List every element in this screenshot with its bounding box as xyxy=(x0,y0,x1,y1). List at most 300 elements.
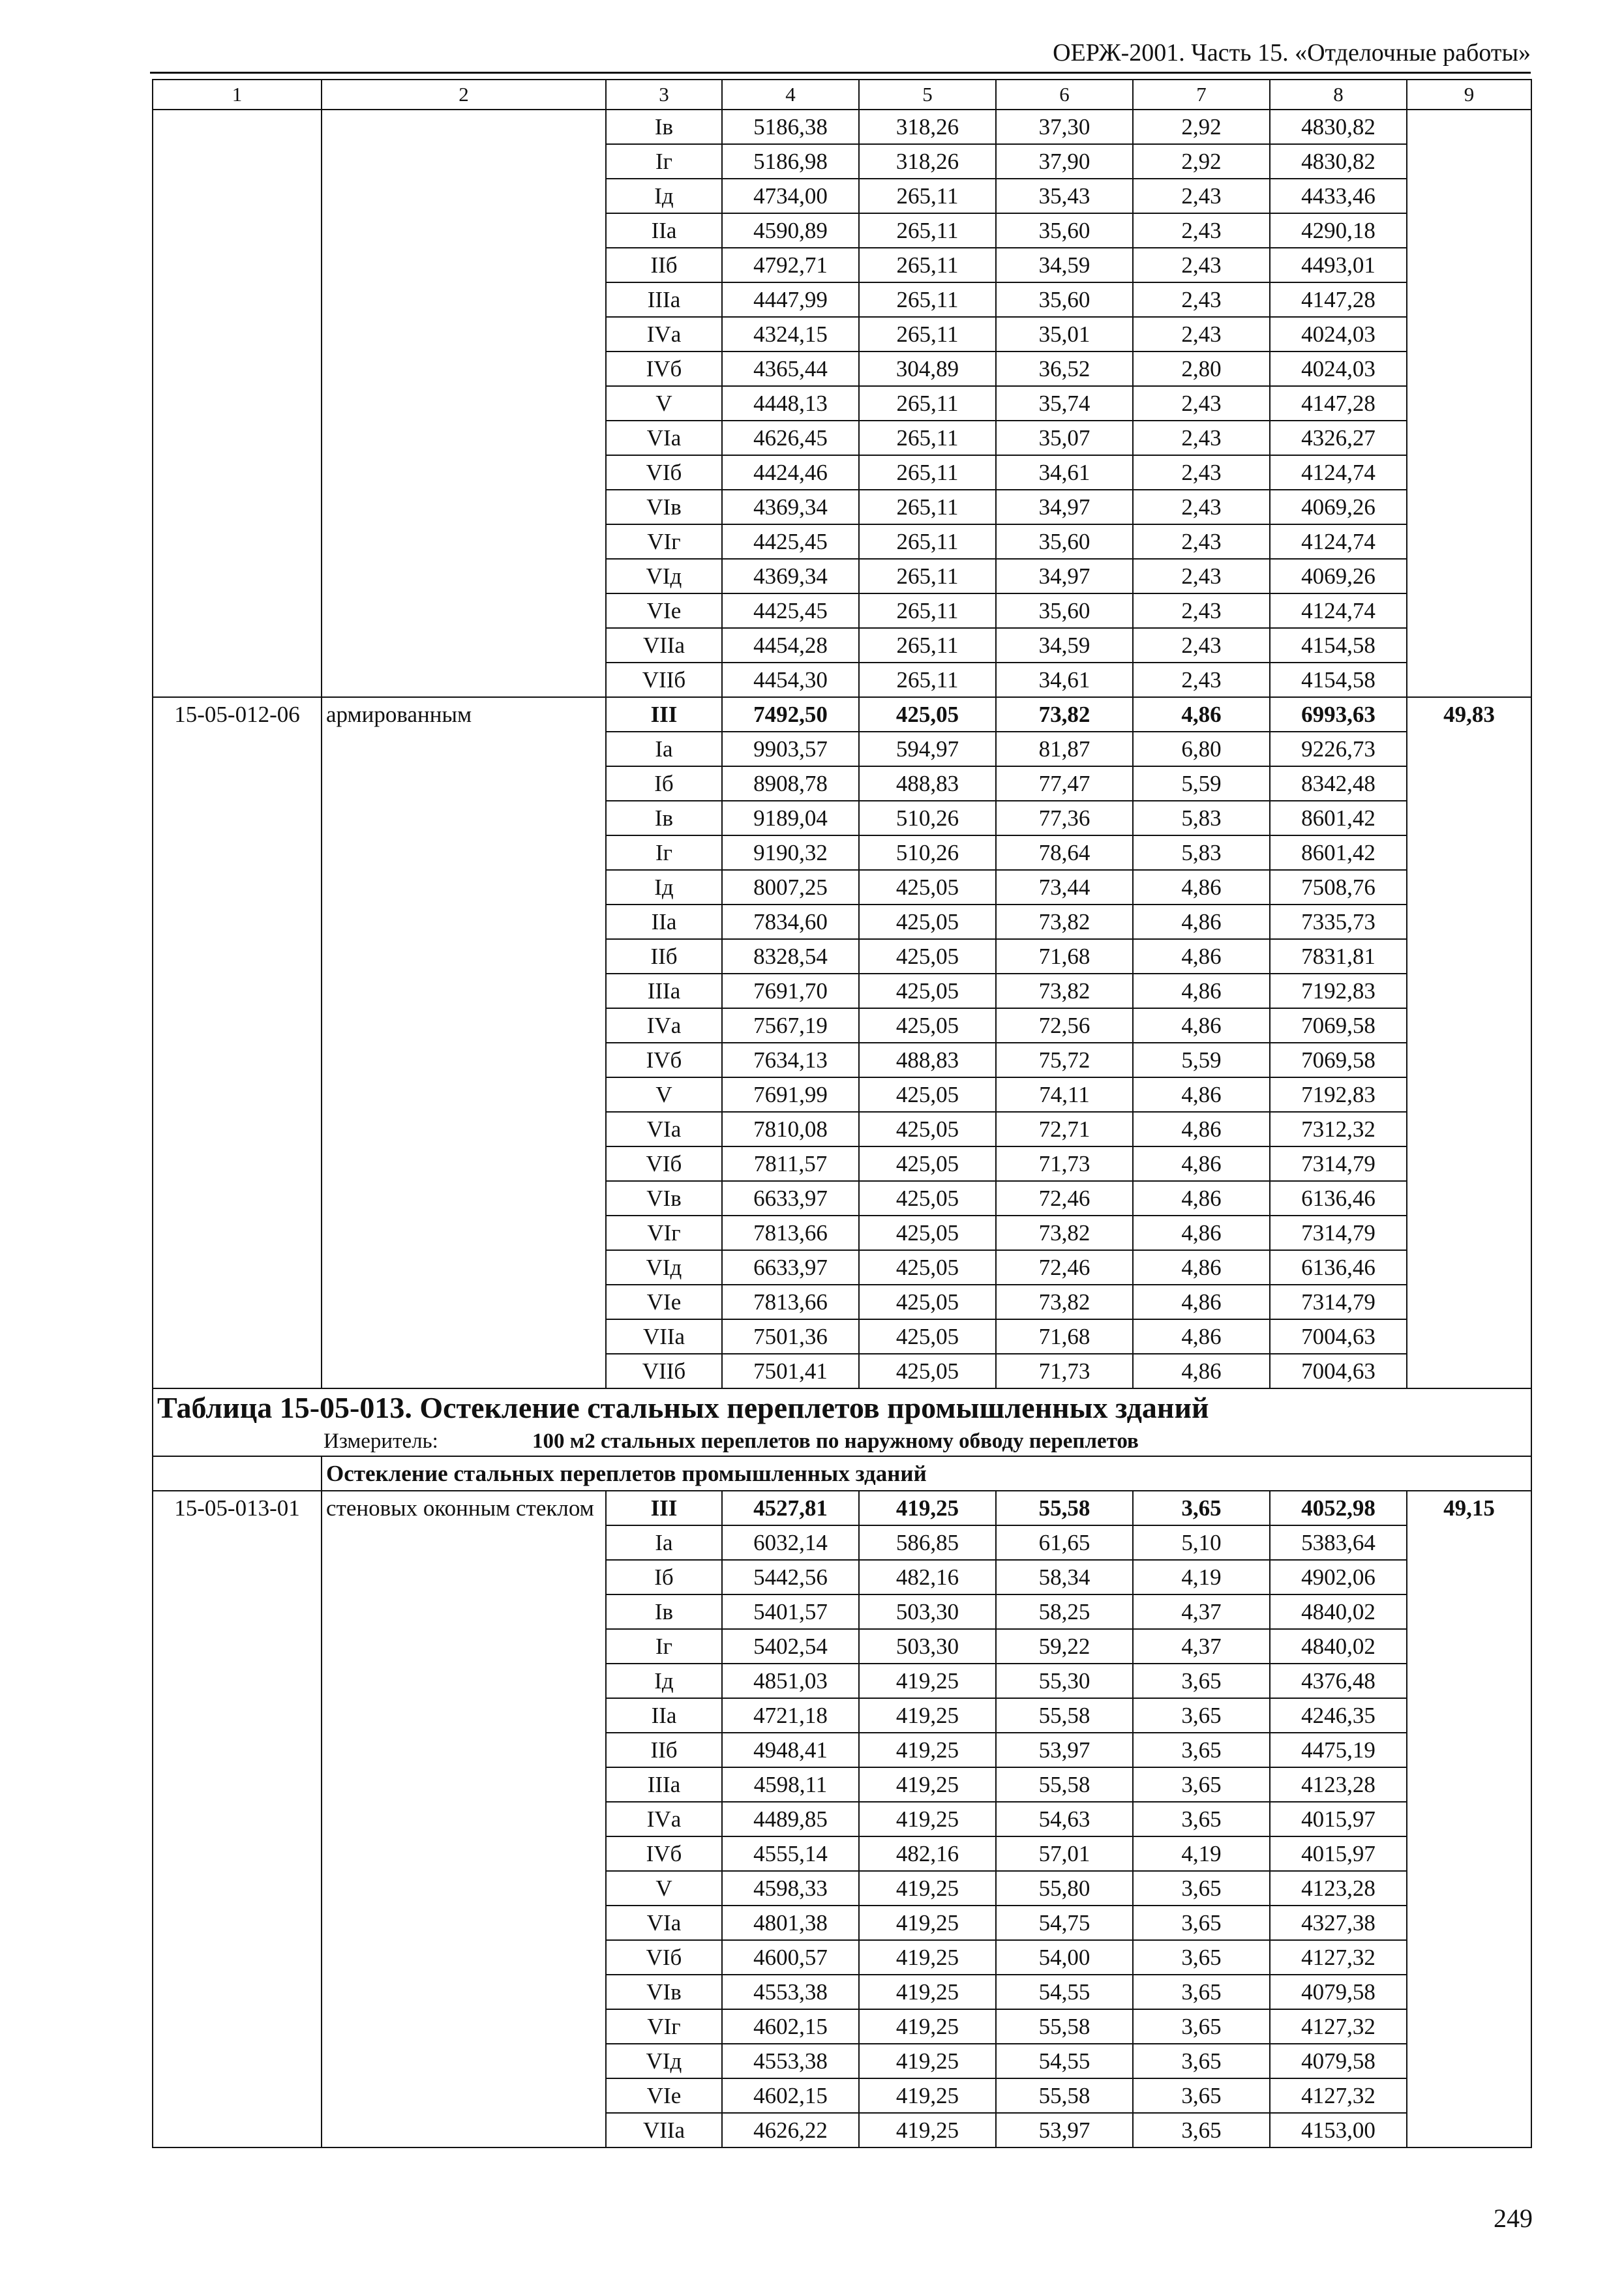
value-cell: 7192,83 xyxy=(1270,974,1407,1008)
value-cell: 4851,03 xyxy=(722,1664,859,1698)
zone-cell: VIв xyxy=(606,490,722,524)
table-row xyxy=(153,1491,1531,1525)
zone-cell: VIб xyxy=(606,1940,722,1975)
value-cell: 503,30 xyxy=(859,1629,996,1664)
value-cell: 4493,01 xyxy=(1270,248,1407,282)
value-cell: 54,00 xyxy=(996,1940,1133,1975)
value-cell: 34,97 xyxy=(996,490,1133,524)
value-cell: 4,86 xyxy=(1133,1008,1270,1043)
value-cell: 6633,97 xyxy=(722,1250,859,1285)
value-cell: 37,90 xyxy=(996,144,1133,179)
zone-cell: VIIб xyxy=(606,663,722,697)
value-cell: 265,11 xyxy=(859,179,996,213)
value-cell: 58,25 xyxy=(996,1594,1133,1629)
value-cell: 7501,41 xyxy=(722,1354,859,1388)
value-cell: 4326,27 xyxy=(1270,421,1407,455)
value-cell: 9226,73 xyxy=(1270,732,1407,766)
section-title: Остекление стальных переплетов промышленных зданий xyxy=(322,1456,1531,1491)
value-cell: 4598,11 xyxy=(722,1767,859,1802)
value-cell: 488,83 xyxy=(859,1043,996,1077)
item-name xyxy=(322,110,606,697)
value-cell: 419,25 xyxy=(859,1733,996,1767)
value-cell: 4,86 xyxy=(1133,1146,1270,1181)
value-cell: 510,26 xyxy=(859,835,996,870)
value-cell: 4489,85 xyxy=(722,1802,859,1836)
zone-cell: Iб xyxy=(606,766,722,801)
value-cell: 5,83 xyxy=(1133,835,1270,870)
value-cell: 425,05 xyxy=(859,1216,996,1250)
column-number-row xyxy=(153,80,1531,110)
value-cell: 34,59 xyxy=(996,628,1133,663)
value-cell: 265,11 xyxy=(859,421,996,455)
item-code xyxy=(153,110,322,697)
value-cell: 35,60 xyxy=(996,524,1133,559)
column-number: 7 xyxy=(1133,80,1270,110)
zone-cell: Iд xyxy=(606,179,722,213)
value-cell: 72,56 xyxy=(996,1008,1133,1043)
value-cell: 419,25 xyxy=(859,2078,996,2113)
value-cell: 586,85 xyxy=(859,1525,996,1560)
value-cell: 7834,60 xyxy=(722,905,859,939)
zone-cell: IIа xyxy=(606,905,722,939)
value-cell: 5,59 xyxy=(1133,766,1270,801)
value-cell: 265,11 xyxy=(859,559,996,593)
price-table-body xyxy=(153,80,1531,2147)
value-cell: 5,10 xyxy=(1133,1525,1270,1560)
item-name: стеновых оконным стеклом xyxy=(322,1491,606,2147)
value-cell: 4830,82 xyxy=(1270,144,1407,179)
value-cell: 4555,14 xyxy=(722,1836,859,1871)
value-cell: 4590,89 xyxy=(722,213,859,248)
zone-cell: IIб xyxy=(606,248,722,282)
value-cell: 9903,57 xyxy=(722,732,859,766)
value-cell: 4,86 xyxy=(1133,1354,1270,1388)
value-cell: 34,97 xyxy=(996,559,1133,593)
table-row xyxy=(153,697,1531,732)
value-cell: 7004,63 xyxy=(1270,1354,1407,1388)
value-cell: 71,73 xyxy=(996,1354,1133,1388)
value-cell: 419,25 xyxy=(859,1871,996,1906)
zone-cell: VIа xyxy=(606,1112,722,1146)
value-cell: 419,25 xyxy=(859,2113,996,2147)
value-cell: 510,26 xyxy=(859,801,996,835)
table-title: Таблица 15-05-013. Остекление стальных переплетов промышленных зданий xyxy=(157,1391,1209,1424)
value-cell: 6136,46 xyxy=(1270,1250,1407,1285)
value-cell: 2,43 xyxy=(1133,213,1270,248)
zone-cell: VIд xyxy=(606,1250,722,1285)
zone-cell: IVб xyxy=(606,1836,722,1871)
value-cell: 318,26 xyxy=(859,110,996,144)
value-cell: 4124,74 xyxy=(1270,593,1407,628)
zone-cell: VIб xyxy=(606,455,722,490)
value-cell: 482,16 xyxy=(859,1560,996,1594)
value-cell: 4,86 xyxy=(1133,1216,1270,1250)
value-cell: 5402,54 xyxy=(722,1629,859,1664)
value-cell: 419,25 xyxy=(859,1491,996,1525)
value-cell: 4948,41 xyxy=(722,1733,859,1767)
value-cell: 419,25 xyxy=(859,1698,996,1733)
value-cell: 4527,81 xyxy=(722,1491,859,1525)
value-cell: 74,11 xyxy=(996,1077,1133,1112)
value-cell: 34,61 xyxy=(996,663,1133,697)
value-cell: 35,60 xyxy=(996,593,1133,628)
value-cell: 4830,82 xyxy=(1270,110,1407,144)
value-cell: 419,25 xyxy=(859,1767,996,1802)
value-cell: 8007,25 xyxy=(722,870,859,905)
value-cell: 265,11 xyxy=(859,213,996,248)
value-cell: 4147,28 xyxy=(1270,282,1407,317)
value-cell: 265,11 xyxy=(859,317,996,352)
running-header: ОЕРЖ-2001. Часть 15. «Отделочные работы» xyxy=(1053,39,1531,67)
value-cell: 419,25 xyxy=(859,1940,996,1975)
value-cell: 4246,35 xyxy=(1270,1698,1407,1733)
value-cell: 75,72 xyxy=(996,1043,1133,1077)
value-cell: 4069,26 xyxy=(1270,559,1407,593)
value-cell: 8908,78 xyxy=(722,766,859,801)
measure-value: 100 м2 стальных переплетов по наружному обводу переплетов xyxy=(532,1429,1139,1453)
value-cell: 72,46 xyxy=(996,1250,1133,1285)
value-cell: 54,55 xyxy=(996,2044,1133,2078)
zone-cell: IIа xyxy=(606,213,722,248)
value-cell: 3,65 xyxy=(1133,1491,1270,1525)
value-cell: 425,05 xyxy=(859,939,996,974)
value-cell: 7335,73 xyxy=(1270,905,1407,939)
value-cell: 3,65 xyxy=(1133,1871,1270,1906)
table-heading-row xyxy=(153,1388,1531,1456)
value-cell: 35,60 xyxy=(996,213,1133,248)
zone-cell: VIд xyxy=(606,559,722,593)
value-cell: 7069,58 xyxy=(1270,1008,1407,1043)
value-cell: 2,43 xyxy=(1133,663,1270,697)
zone-cell: III xyxy=(606,697,722,732)
column-number: 9 xyxy=(1407,80,1531,110)
value-cell: 7813,66 xyxy=(722,1216,859,1250)
zone-cell: VIIа xyxy=(606,628,722,663)
value-cell: 4553,38 xyxy=(722,1975,859,2009)
value-cell: 425,05 xyxy=(859,1250,996,1285)
value-cell: 4448,13 xyxy=(722,386,859,421)
column-number: 6 xyxy=(996,80,1133,110)
value-cell: 7634,13 xyxy=(722,1043,859,1077)
table-heading xyxy=(153,1388,1531,1456)
value-cell: 304,89 xyxy=(859,352,996,386)
value-cell: 4052,98 xyxy=(1270,1491,1407,1525)
value-cell: 4,19 xyxy=(1133,1560,1270,1594)
value-cell: 503,30 xyxy=(859,1594,996,1629)
value-cell: 3,65 xyxy=(1133,1733,1270,1767)
value-cell: 6633,97 xyxy=(722,1181,859,1216)
value-cell: 2,92 xyxy=(1133,144,1270,179)
value-cell: 4734,00 xyxy=(722,179,859,213)
zone-cell: VIе xyxy=(606,2078,722,2113)
zone-cell: IIб xyxy=(606,1733,722,1767)
value-cell: 4721,18 xyxy=(722,1698,859,1733)
value-cell: 425,05 xyxy=(859,1319,996,1354)
value-cell: 7492,50 xyxy=(722,697,859,732)
value-cell: 55,58 xyxy=(996,2009,1133,2044)
value-cell: 4454,28 xyxy=(722,628,859,663)
header-rule xyxy=(150,72,1531,74)
zone-cell: IVа xyxy=(606,1802,722,1836)
zone-cell: VIг xyxy=(606,1216,722,1250)
value-cell: 61,65 xyxy=(996,1525,1133,1560)
value-cell: 2,43 xyxy=(1133,179,1270,213)
zone-cell: IIIа xyxy=(606,974,722,1008)
value-cell: 73,82 xyxy=(996,974,1133,1008)
value-cell: 4376,48 xyxy=(1270,1664,1407,1698)
value-cell: 73,44 xyxy=(996,870,1133,905)
value-cell: 4127,32 xyxy=(1270,1940,1407,1975)
value-cell: 8601,42 xyxy=(1270,801,1407,835)
zone-cell: V xyxy=(606,1077,722,1112)
zone-cell: Iа xyxy=(606,732,722,766)
value-cell: 4365,44 xyxy=(722,352,859,386)
column-number: 3 xyxy=(606,80,722,110)
value-cell: 425,05 xyxy=(859,1285,996,1319)
value-cell: 4,86 xyxy=(1133,974,1270,1008)
section-spacer xyxy=(153,1456,322,1491)
value-cell: 72,46 xyxy=(996,1181,1133,1216)
value-cell: 419,25 xyxy=(859,1975,996,2009)
item-price xyxy=(1407,110,1531,697)
item-code: 15-05-012-06 xyxy=(153,697,322,1388)
zone-cell: VIIа xyxy=(606,1319,722,1354)
value-cell: 7314,79 xyxy=(1270,1285,1407,1319)
value-cell: 73,82 xyxy=(996,1216,1133,1250)
value-cell: 7811,57 xyxy=(722,1146,859,1181)
value-cell: 2,43 xyxy=(1133,455,1270,490)
value-cell: 4,37 xyxy=(1133,1629,1270,1664)
value-cell: 425,05 xyxy=(859,974,996,1008)
value-cell: 36,52 xyxy=(996,352,1133,386)
table-row xyxy=(153,110,1531,144)
zone-cell: IIIа xyxy=(606,1767,722,1802)
value-cell: 4,19 xyxy=(1133,1836,1270,1871)
value-cell: 78,64 xyxy=(996,835,1133,870)
measure-label: Измеритель: xyxy=(323,1429,438,1453)
value-cell: 4,86 xyxy=(1133,870,1270,905)
value-cell: 71,68 xyxy=(996,939,1133,974)
zone-cell: Iд xyxy=(606,870,722,905)
value-cell: 2,43 xyxy=(1133,282,1270,317)
value-cell: 2,80 xyxy=(1133,352,1270,386)
value-cell: 5,59 xyxy=(1133,1043,1270,1077)
value-cell: 55,58 xyxy=(996,1698,1133,1733)
value-cell: 4123,28 xyxy=(1270,1767,1407,1802)
value-cell: 4,86 xyxy=(1133,1181,1270,1216)
value-cell: 55,30 xyxy=(996,1664,1133,1698)
value-cell: 7312,32 xyxy=(1270,1112,1407,1146)
value-cell: 71,73 xyxy=(996,1146,1133,1181)
column-number: 2 xyxy=(322,80,606,110)
value-cell: 419,25 xyxy=(859,2044,996,2078)
section-row xyxy=(153,1456,1531,1491)
zone-cell: VIIа xyxy=(606,2113,722,2147)
value-cell: 3,65 xyxy=(1133,2078,1270,2113)
zone-cell: VIг xyxy=(606,524,722,559)
zone-cell: VIе xyxy=(606,1285,722,1319)
value-cell: 4290,18 xyxy=(1270,213,1407,248)
value-cell: 3,65 xyxy=(1133,1975,1270,2009)
value-cell: 4,86 xyxy=(1133,1285,1270,1319)
value-cell: 5186,38 xyxy=(722,110,859,144)
value-cell: 54,63 xyxy=(996,1802,1133,1836)
value-cell: 425,05 xyxy=(859,1354,996,1388)
value-cell: 5,83 xyxy=(1133,801,1270,835)
zone-cell: Iг xyxy=(606,144,722,179)
value-cell: 2,43 xyxy=(1133,628,1270,663)
value-cell: 72,71 xyxy=(996,1112,1133,1146)
value-cell: 6136,46 xyxy=(1270,1181,1407,1216)
zone-cell: Iа xyxy=(606,1525,722,1560)
value-cell: 35,07 xyxy=(996,421,1133,455)
value-cell: 4600,57 xyxy=(722,1940,859,1975)
value-cell: 9189,04 xyxy=(722,801,859,835)
value-cell: 4602,15 xyxy=(722,2078,859,2113)
value-cell: 4327,38 xyxy=(1270,1906,1407,1940)
value-cell: 6993,63 xyxy=(1270,697,1407,732)
column-number: 4 xyxy=(722,80,859,110)
value-cell: 4425,45 xyxy=(722,524,859,559)
value-cell: 2,43 xyxy=(1133,386,1270,421)
zone-cell: Iв xyxy=(606,110,722,144)
value-cell: 2,43 xyxy=(1133,593,1270,628)
value-cell: 55,58 xyxy=(996,2078,1133,2113)
value-cell: 3,65 xyxy=(1133,1664,1270,1698)
zone-cell: VIа xyxy=(606,421,722,455)
value-cell: 8342,48 xyxy=(1270,766,1407,801)
value-cell: 4626,22 xyxy=(722,2113,859,2147)
value-cell: 4902,06 xyxy=(1270,1560,1407,1594)
value-cell: 4153,00 xyxy=(1270,2113,1407,2147)
value-cell: 2,43 xyxy=(1133,421,1270,455)
value-cell: 4123,28 xyxy=(1270,1871,1407,1906)
value-cell: 4,86 xyxy=(1133,697,1270,732)
value-cell: 4,37 xyxy=(1133,1594,1270,1629)
value-cell: 3,65 xyxy=(1133,2044,1270,2078)
value-cell: 4553,38 xyxy=(722,2044,859,2078)
zone-cell: V xyxy=(606,1871,722,1906)
value-cell: 425,05 xyxy=(859,870,996,905)
value-cell: 54,75 xyxy=(996,1906,1133,1940)
value-cell: 53,97 xyxy=(996,1733,1133,1767)
value-cell: 594,97 xyxy=(859,732,996,766)
value-cell: 4069,26 xyxy=(1270,490,1407,524)
value-cell: 425,05 xyxy=(859,1008,996,1043)
value-cell: 35,74 xyxy=(996,386,1133,421)
value-cell: 7004,63 xyxy=(1270,1319,1407,1354)
value-cell: 4147,28 xyxy=(1270,386,1407,421)
value-cell: 34,61 xyxy=(996,455,1133,490)
zone-cell: IVа xyxy=(606,1008,722,1043)
value-cell: 9190,32 xyxy=(722,835,859,870)
value-cell: 4324,15 xyxy=(722,317,859,352)
column-number: 8 xyxy=(1270,80,1407,110)
value-cell: 4,86 xyxy=(1133,1077,1270,1112)
value-cell: 265,11 xyxy=(859,628,996,663)
item-name: армированным xyxy=(322,697,606,1388)
value-cell: 265,11 xyxy=(859,455,996,490)
value-cell: 37,30 xyxy=(996,110,1133,144)
value-cell: 53,97 xyxy=(996,2113,1133,2147)
zone-cell: IIа xyxy=(606,1698,722,1733)
value-cell: 4079,58 xyxy=(1270,1975,1407,2009)
value-cell: 81,87 xyxy=(996,732,1133,766)
value-cell: 35,43 xyxy=(996,179,1133,213)
value-cell: 3,65 xyxy=(1133,1767,1270,1802)
value-cell: 4124,74 xyxy=(1270,455,1407,490)
value-cell: 73,82 xyxy=(996,905,1133,939)
price-table xyxy=(152,79,1532,2148)
value-cell: 4626,45 xyxy=(722,421,859,455)
value-cell: 2,43 xyxy=(1133,248,1270,282)
value-cell: 7069,58 xyxy=(1270,1043,1407,1077)
value-cell: 265,11 xyxy=(859,663,996,697)
zone-cell: Iг xyxy=(606,1629,722,1664)
zone-cell: IVб xyxy=(606,1043,722,1077)
zone-cell: VIв xyxy=(606,1975,722,2009)
value-cell: 5383,64 xyxy=(1270,1525,1407,1560)
value-cell: 55,58 xyxy=(996,1491,1133,1525)
value-cell: 4433,46 xyxy=(1270,179,1407,213)
value-cell: 5442,56 xyxy=(722,1560,859,1594)
value-cell: 4127,32 xyxy=(1270,2078,1407,2113)
value-cell: 425,05 xyxy=(859,1146,996,1181)
value-cell: 7831,81 xyxy=(1270,939,1407,974)
value-cell: 3,65 xyxy=(1133,1698,1270,1733)
value-cell: 2,43 xyxy=(1133,317,1270,352)
value-cell: 7810,08 xyxy=(722,1112,859,1146)
value-cell: 6032,14 xyxy=(722,1525,859,1560)
value-cell: 425,05 xyxy=(859,1181,996,1216)
value-cell: 7314,79 xyxy=(1270,1216,1407,1250)
zone-cell: V xyxy=(606,386,722,421)
value-cell: 425,05 xyxy=(859,1112,996,1146)
item-code: 15-05-013-01 xyxy=(153,1491,322,2147)
value-cell: 265,11 xyxy=(859,490,996,524)
value-cell: 265,11 xyxy=(859,282,996,317)
zone-cell: III xyxy=(606,1491,722,1525)
column-number: 1 xyxy=(153,80,322,110)
value-cell: 6,80 xyxy=(1133,732,1270,766)
value-cell: 4154,58 xyxy=(1270,663,1407,697)
value-cell: 4475,19 xyxy=(1270,1733,1407,1767)
value-cell: 4,86 xyxy=(1133,1319,1270,1354)
value-cell: 34,59 xyxy=(996,248,1133,282)
zone-cell: VIв xyxy=(606,1181,722,1216)
value-cell: 265,11 xyxy=(859,524,996,559)
value-cell: 488,83 xyxy=(859,766,996,801)
zone-cell: VIа xyxy=(606,1906,722,1940)
value-cell: 3,65 xyxy=(1133,1906,1270,1940)
value-cell: 419,25 xyxy=(859,2009,996,2044)
value-cell: 4602,15 xyxy=(722,2009,859,2044)
value-cell: 2,43 xyxy=(1133,524,1270,559)
zone-cell: Iг xyxy=(606,835,722,870)
value-cell: 5186,98 xyxy=(722,144,859,179)
value-cell: 7314,79 xyxy=(1270,1146,1407,1181)
value-cell: 4154,58 xyxy=(1270,628,1407,663)
value-cell: 7508,76 xyxy=(1270,870,1407,905)
value-cell: 7813,66 xyxy=(722,1285,859,1319)
value-cell: 4015,97 xyxy=(1270,1802,1407,1836)
value-cell: 265,11 xyxy=(859,248,996,282)
value-cell: 265,11 xyxy=(859,386,996,421)
value-cell: 77,47 xyxy=(996,766,1133,801)
value-cell: 4024,03 xyxy=(1270,317,1407,352)
value-cell: 4,86 xyxy=(1133,905,1270,939)
value-cell: 4127,32 xyxy=(1270,2009,1407,2044)
